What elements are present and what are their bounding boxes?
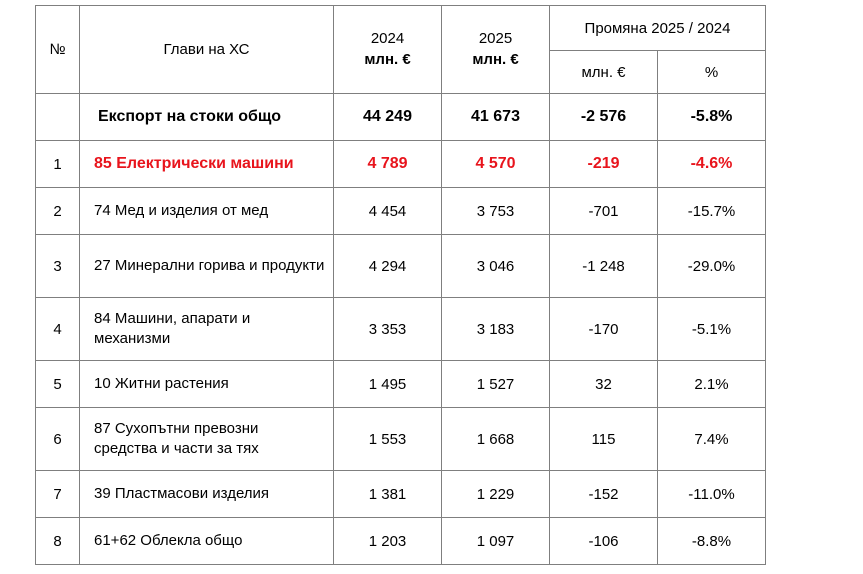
row-value-2025: 1 229 <box>442 471 550 518</box>
row-change-percent: -29.0% <box>658 235 766 298</box>
row-label: 84 Машини, апарати и механизми <box>80 298 334 361</box>
row-value-2024: 44 249 <box>334 94 442 141</box>
row-change-percent: -8.8% <box>658 518 766 565</box>
row-change-percent: 2.1% <box>658 361 766 408</box>
row-label: 61+62 Облекла общо <box>80 518 334 565</box>
row-change-percent: -15.7% <box>658 188 766 235</box>
column-header-change-percent: % <box>658 51 766 94</box>
row-label: 27 Минерални горива и продукти <box>80 235 334 298</box>
table-header <box>36 6 766 94</box>
table-row <box>36 471 766 518</box>
table-row <box>36 188 766 235</box>
column-header-2025 <box>442 6 550 94</box>
row-change-percent: -4.6% <box>658 141 766 188</box>
header-row-main <box>36 6 766 51</box>
row-index: 4 <box>36 298 80 361</box>
row-value-2025: 3 183 <box>442 298 550 361</box>
row-value-2024: 1 381 <box>334 471 442 518</box>
row-change-percent: 7.4% <box>658 408 766 471</box>
row-change-absolute: -701 <box>550 188 658 235</box>
row-index: 6 <box>36 408 80 471</box>
row-index: 2 <box>36 188 80 235</box>
row-value-2025: 3 753 <box>442 188 550 235</box>
table-row <box>36 141 766 188</box>
row-change-absolute: -170 <box>550 298 658 361</box>
row-value-2025: 1 527 <box>442 361 550 408</box>
row-value-2025: 1 097 <box>442 518 550 565</box>
column-header-chapter: Глави на ХС <box>80 6 334 94</box>
row-change-absolute: 115 <box>550 408 658 471</box>
row-label: 85 Електрически машини <box>80 141 334 188</box>
row-index: 5 <box>36 361 80 408</box>
row-index: 1 <box>36 141 80 188</box>
row-change-absolute: -106 <box>550 518 658 565</box>
table-body <box>36 94 766 565</box>
row-value-2025: 1 668 <box>442 408 550 471</box>
row-value-2025: 3 046 <box>442 235 550 298</box>
row-change-absolute: -152 <box>550 471 658 518</box>
row-value-2025: 4 570 <box>442 141 550 188</box>
row-label: 10 Житни растения <box>80 361 334 408</box>
table-row <box>36 235 766 298</box>
row-change-percent: -11.0% <box>658 471 766 518</box>
row-value-2024: 4 789 <box>334 141 442 188</box>
row-change-percent: -5.1% <box>658 298 766 361</box>
row-value-2024: 1 203 <box>334 518 442 565</box>
row-label: Експорт на стоки общо <box>80 94 334 141</box>
column-header-change-absolute: млн. € <box>550 51 658 94</box>
row-label: 39 Пластмасови изделия <box>80 471 334 518</box>
table-row <box>36 94 766 141</box>
column-header-2025-unit: млн. € <box>472 50 519 68</box>
row-value-2024: 1 495 <box>334 361 442 408</box>
row-value-2024: 4 454 <box>334 188 442 235</box>
row-label: 87 Сухопътни превозни средства и части за тях <box>80 408 334 471</box>
row-change-absolute: -1 248 <box>550 235 658 298</box>
row-index: 8 <box>36 518 80 565</box>
row-index: 3 <box>36 235 80 298</box>
row-value-2024: 4 294 <box>334 235 442 298</box>
row-index: 7 <box>36 471 80 518</box>
table-row <box>36 518 766 565</box>
column-header-2024-unit: млн. € <box>364 50 411 68</box>
row-value-2024: 1 553 <box>334 408 442 471</box>
table-row <box>36 298 766 361</box>
column-header-2024 <box>334 6 442 94</box>
export-statistics-table <box>35 5 766 565</box>
row-change-percent: -5.8% <box>658 94 766 141</box>
table-row <box>36 361 766 408</box>
row-change-absolute: -219 <box>550 141 658 188</box>
column-header-number: № <box>36 6 80 94</box>
column-header-2025-year: 2025 <box>478 30 513 48</box>
row-change-absolute: -2 576 <box>550 94 658 141</box>
row-index <box>36 94 80 141</box>
row-change-absolute: 32 <box>550 361 658 408</box>
column-header-change: Промяна 2025 / 2024 <box>550 6 766 51</box>
column-header-2024-year: 2024 <box>370 30 405 48</box>
row-value-2024: 3 353 <box>334 298 442 361</box>
row-label: 74 Мед и изделия от мед <box>80 188 334 235</box>
row-value-2025: 41 673 <box>442 94 550 141</box>
table-row <box>36 408 766 471</box>
